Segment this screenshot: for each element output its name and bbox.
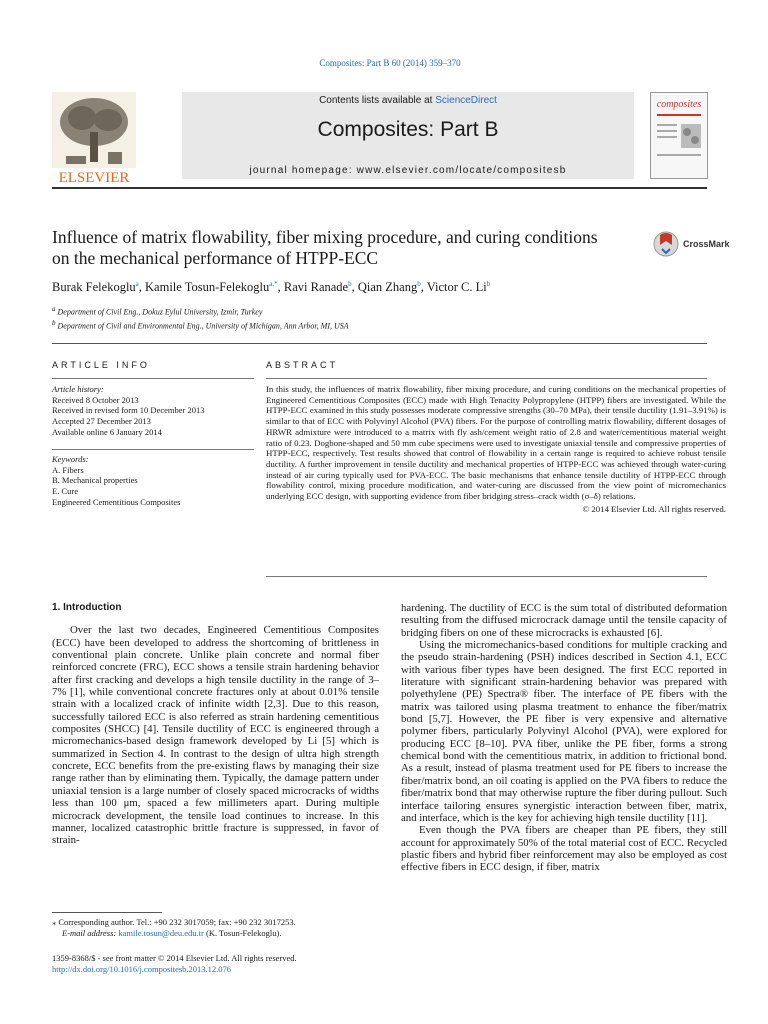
keyword-item: B. Mechanical properties	[52, 475, 138, 486]
keywords-label: Keywords:	[52, 454, 89, 464]
footnote	[52, 917, 296, 939]
keyword-item: E. Cure	[52, 486, 78, 497]
history-item: Received in revised form 10 December 2013	[52, 405, 205, 416]
article-info-heading: ARTICLE INFO	[52, 360, 150, 370]
cover-graphic-icon	[651, 110, 707, 170]
body-right-column	[401, 602, 727, 874]
email-suffix: (K. Tosun-Felekoglu).	[203, 928, 282, 938]
elsevier-tree-logo	[52, 92, 136, 184]
section-heading: 1. Introduction	[52, 602, 122, 613]
contents-prefix: Contents lists available at	[319, 95, 436, 106]
journal-reference[interactable]: Composites: Part B 60 (2014) 359–370	[319, 58, 461, 68]
history-label: Article history:	[52, 384, 104, 394]
history-item: Received 8 October 2013	[52, 394, 139, 405]
footnote-rule	[52, 912, 162, 913]
affiliations	[52, 304, 349, 331]
email-link[interactable]: kamile.tosun@deu.edu.tr	[118, 928, 204, 938]
title-block-rule	[52, 343, 707, 344]
corresponding-author-note: ⁎ Corresponding author. Tel.: +90 232 3017059; fax: +90 232 3017253.	[52, 917, 296, 927]
history-item: Accepted 27 December 2013	[52, 416, 151, 427]
author-name[interactable]: Kamile Tosun-Felekoglu	[145, 280, 270, 295]
paper-title: Influence of matrix flowability, fiber mixing procedure, and curing conditions on the mechanical performance of HTPP-ECC	[52, 227, 598, 268]
cover-title: composites	[656, 99, 702, 110]
author-name[interactable]: Burak Felekoglu	[52, 280, 136, 295]
keywords-rule	[52, 449, 254, 450]
history-item: Available online 6 January 2014	[52, 426, 162, 437]
keyword-item: A. Fibers	[52, 464, 84, 475]
sciencedirect-link[interactable]: ScienceDirect	[435, 95, 497, 106]
journal-cover-thumbnail[interactable]	[650, 92, 708, 179]
body-paragraph: Using the micromechanics-based conditions for multiple cracking and the pseudo strain-hardening (PSH) indices described in Section 4.1, ECC with various fiber types have been designed. The first ECC reported in literature with significant strain-hardening behavior was prepared with polyethylene (PE) Spectra® fiber. The interface of PE fibers with the matrix was tailored using plasma treatment to enhance the fiber/matrix bond [5,7]. However, the PE fiber is very expensive and alternative polymer fibers, particularly Polyvinyl Alcohol (PVA), were explored for producing ECC [8–10]. PVA fiber, unlike the PE fiber, forms a strong chemical bond with the cementitious matrix, in addition to frictional bond. As a result, instead of plasma treatment used for PE fibers to increase the fiber/matrix bond, an oil coating is applied on the PVA fibers to reduce the fiber/matrix bond that may otherwise rupture the fiber during pullout. Such interface tailoring ensures synergistic interaction between fiber, matrix, and interface, which is the key for achieving high tensile ductility [11].	[401, 639, 727, 824]
abstract-bottom-rule	[266, 576, 707, 577]
abstract-heading: ABSTRACT	[266, 360, 339, 370]
email-label: E-mail address:	[62, 928, 119, 938]
author-affil-sup[interactable]: b	[348, 280, 352, 288]
body-paragraph: Even though the PVA fibers are cheaper than PE fibers, they still account for approximately 50% of the total material cost of ECC. Recycled plastic fibers and hybrid fiber reinforcement may also be employed as cost effective fibers in ECC design, if fiber, matrix	[401, 824, 727, 874]
issn-line: 1359-8368/$ - see front matter © 2014 Elsevier Ltd. All rights reserved.	[52, 953, 297, 963]
page-bottom-info	[52, 953, 297, 975]
author-affil-sup[interactable]: b	[417, 280, 421, 288]
author-list: Burak Felekoglu$^a$, Kamile Tosun-Felekoglu$^{a,*}$, Ravi Ranade$^b$, Qian Zhang$^b$, Victor C. Li$^b$	[52, 280, 491, 295]
abstract-copyright: © 2014 Elsevier Ltd. All rights reserved.	[582, 503, 726, 514]
body-paragraph: hardening. The ductility of ECC is the sum total of distributed deformation resulting from the diffused microcrack damage until the tensile capacity of bridging fibers on one of these microcracks is exhausted [6].	[401, 602, 727, 639]
journal-title: Composites: Part B	[317, 118, 499, 141]
article-info-rule	[52, 378, 254, 379]
abstract-body	[266, 384, 726, 514]
body-left-column	[52, 602, 379, 847]
author-affil-sup[interactable]: a,*	[269, 280, 278, 288]
crossmark-badge[interactable]	[653, 231, 730, 257]
author-affil-sup[interactable]: a	[135, 280, 139, 288]
author-name[interactable]: Ravi Ranade	[283, 280, 349, 295]
author-name[interactable]: Victor C. Li	[426, 280, 487, 295]
contents-line	[182, 95, 634, 106]
publisher-wordmark: ELSEVIER	[58, 170, 130, 184]
affiliation-item: $^b$ Department of Civil and Environmental Eng., University of Michigan, Ann Arbor, MI, USA	[52, 318, 349, 331]
body-paragraph: Over the last two decades, Engineered Cementitious Composites (ECC) have been developed to address the shortcoming of brittleness in conventional plain concrete. Unlike plain concrete and normal fiber reinforced concrete (FRC), ECC shows a tensile strain hardening behavior after first cracking and develops a high tensile ductility in the range of 3–7% [1], while conventional concrete fractures only at about 0.01% tensile strain with a localized crack of infinite width [2,3]. Due to this reason, successfully tailored ECC is also referred as strain hardening cementitious composites (SHCC) [4]. Tensile ductility of ECC is engineered through a micromechanics-based design framework developed by Li [5] which is summarized in Section 4. In contrast to the design of ultra high strength concrete, ECC benefits from the pre-existing flaws by managing their size range rather than by eliminating them. Typically, the damage pattern under uniaxial tension is a large number of closely spaced microcracks of widths less than 100 μm, spaced a few millimeters apart. During multiple microcrack development, the tensile load continues to increase. In this manner, localized catastrophic brittle fracture is suppressed, in favor of strain-	[52, 624, 379, 847]
article-history	[52, 384, 254, 438]
doi-link[interactable]: http://dx.doi.org/10.1016/j.compositesb.2013.12.076	[52, 964, 232, 974]
homepage-url[interactable]: www.elsevier.com/locate/compositesb	[356, 165, 567, 176]
homepage-prefix: journal homepage:	[249, 165, 357, 176]
affiliation-item: $^a$ Department of Civil Eng., Dokuz Eylul University, Izmir, Turkey	[52, 305, 263, 317]
crossmark-icon	[653, 231, 679, 257]
keywords	[52, 454, 254, 508]
abstract-text: In this study, the influences of matrix flowability, fiber mixing procedure, and curing conditions on the mechanical properties of Engineered Cementitious Composites (ECC) made with High Tenacity Polypropylene (HTPP) fibers are investigated. While the HTPP-ECC examined in this study possesses moderate compressive strengths (30–70 MPa), their tensile ductility (1.91–3.91%) is similar to that of ECC with Polyvinyl Alcohol (PVA) fibers. For the purpose of controlling matrix flowability, different dosages of HRWR admixture were introduced to a matrix with fly ash/cement weight ratio of 2.8 and water/cementitious material weight ratio of 0.23. Dogbone-shaped and 50 mm cube specimens were used to investigate uniaxial tensile and compressive properties of HTPP-ECC, respectively. Test results showed that control of flowability in a certain range is required to achieve robust tensile ductility. A further improvement in tensile ductility and mechanical properties of HTPP-ECC was achieved through water-curing instead of air curing typically used for PVA-ECC. The basic mechanisms that enhance tensile ductility of HTPP-ECC through flowability control, mixing procedure modification, and water-curing are discussed from the view point of micromechanics underlying ECC design, with supporting evidence from fiber bridging stress–crack width (σ–δ) relations.	[266, 384, 726, 502]
header-rule	[52, 187, 707, 189]
author-affil-sup[interactable]: b	[486, 280, 491, 288]
author-name[interactable]: Qian Zhang	[357, 280, 418, 295]
keyword-item: Engineered Cementitious Composites	[52, 496, 181, 507]
crossmark-label: CrossMark	[683, 239, 730, 249]
abstract-rule	[266, 378, 707, 379]
journal-homepage	[182, 165, 634, 176]
